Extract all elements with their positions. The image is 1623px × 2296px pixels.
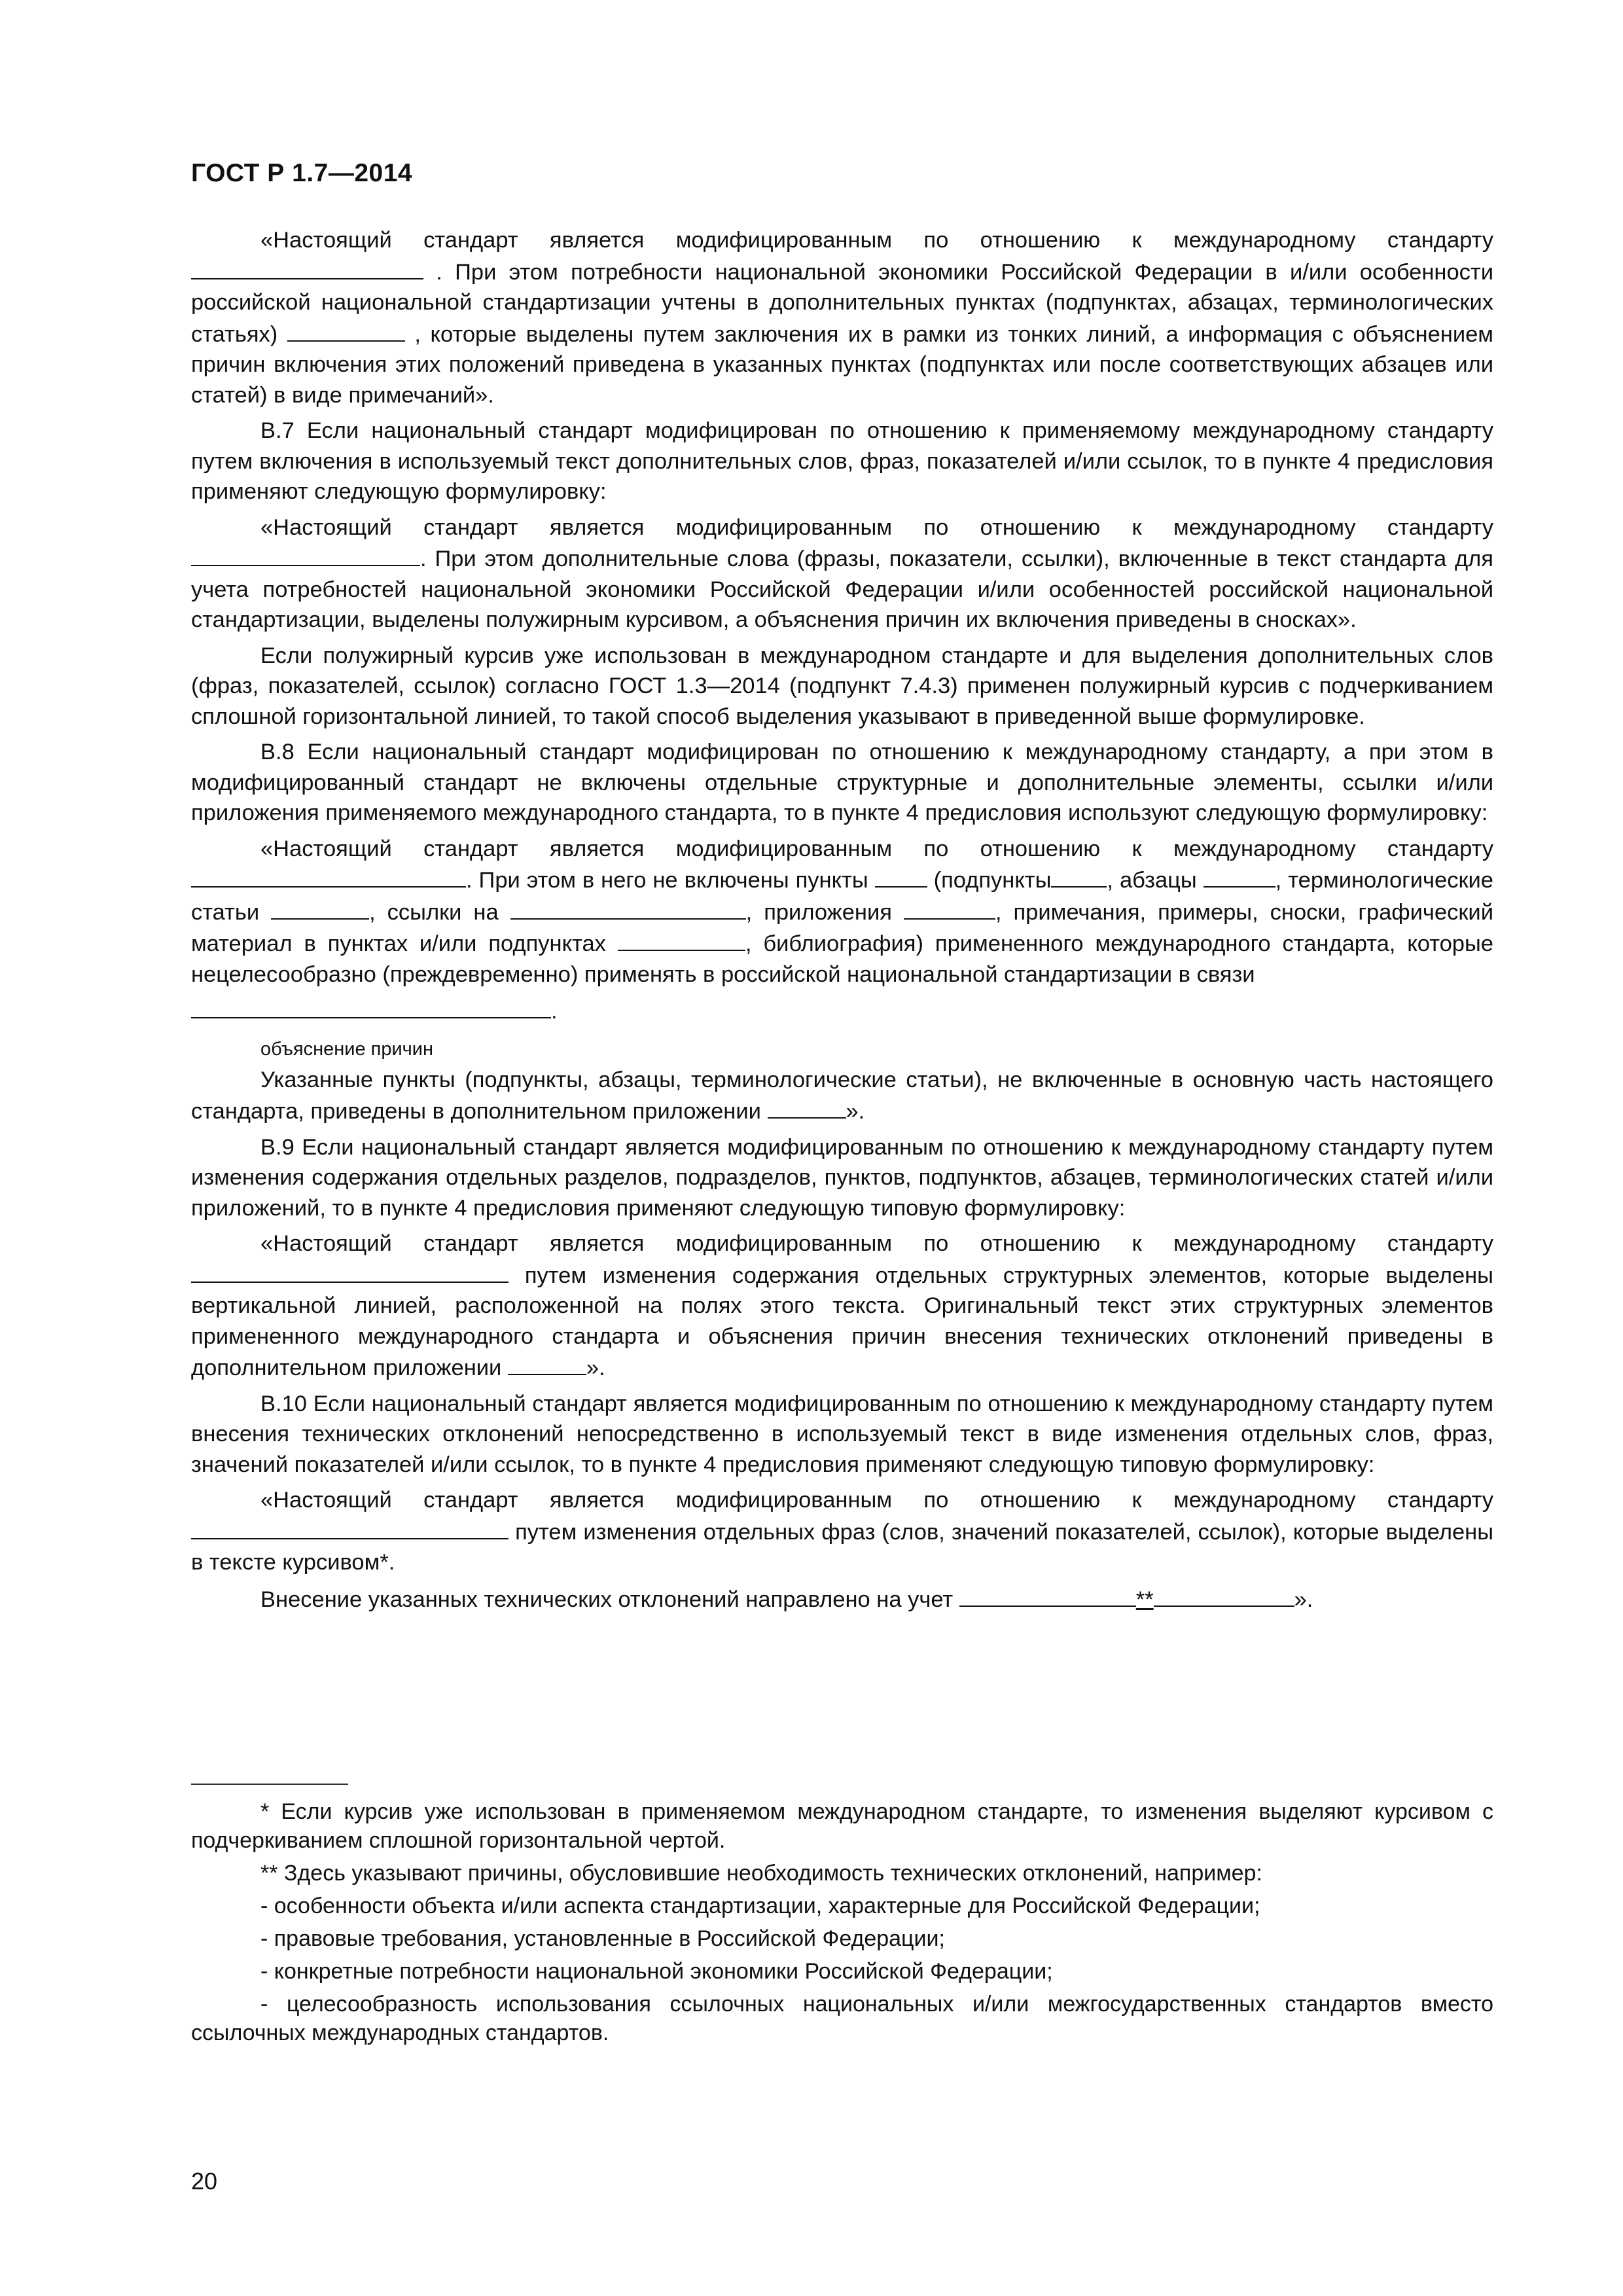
text-segment: , приложения <box>745 899 892 925</box>
text-segment: Внесение указанных технических отклонений направлено на учет <box>260 1587 954 1612</box>
text-segment: ». <box>1294 1587 1313 1612</box>
fill-blank <box>191 543 420 566</box>
text-segment: , которые выделены путем заключения их в рамки из тонких линий, а информация с объяснением причин включения этих положений приведена в указанных пунктах (подпунктах или после соответствующих абзацев или статей) в виде примечаний». <box>191 321 1493 408</box>
paragraph <box>191 834 1493 990</box>
blank-line <box>191 995 1493 1027</box>
fill-blank <box>1051 864 1107 888</box>
footnote: * Если курсив уже использован в применяемом международном стандарте, то изменения выделяют курсивом с подчеркиванием сплошной горизонтальной чертой. <box>191 1799 1493 1853</box>
paragraph <box>191 225 1493 410</box>
document-header: ГОСТ Р 1.7—2014 <box>191 159 413 187</box>
fill-blank <box>191 995 551 1018</box>
paragraph <box>191 512 1493 636</box>
footnote-separator <box>191 1784 348 1785</box>
text-segment: , примечания, примеры, сноски, графический материал в пунктах и/или подпунктах <box>191 899 1493 956</box>
fill-blank <box>508 1352 586 1375</box>
text-segment: , ссылки на <box>369 899 499 925</box>
clause-b8: В.8 Если национальный стандарт модифицирован по отношению к международному стандарту, а при этом в модифицированный стандарт не включены отдельные структурные и дополнительные элементы, ссылки и/или приложения применяемого международного стандарта, то в пункте 4 предисловия используют следующую формулировку: <box>191 740 1493 825</box>
paragraph <box>191 1065 1493 1127</box>
fill-blank <box>191 256 423 279</box>
fill-blank <box>875 864 927 888</box>
fill-blank <box>191 1259 508 1283</box>
footnote-list-item: - особенности объекта и/или аспекта стандартизации, характерные для Российской Федерации; <box>260 1893 1260 1918</box>
text-segment: (подпункты <box>933 868 1052 893</box>
paragraph <box>191 1485 1493 1578</box>
fill-blank <box>287 318 405 342</box>
text-segment: , терминологические статьи <box>191 868 1493 925</box>
text-segment: «Настоящий стандарт является модифицированным по отношению к международному стандарту <box>260 1488 1493 1513</box>
fill-blank <box>1204 864 1275 888</box>
text-segment: . При этом дополнительные слова (фразы, показатели, ссылки), включенные в текст стандарта для учета потребностей национальной экономики Российской Федерации и/или особенностей российской национальной стандартизации, выделены полужирным курсивом, а объяснения причин их включения приведены в сносках». <box>191 547 1493 632</box>
text-segment: Указанные пункты (подпункты, абзацы, терминологические статьи), не включенные в основную часть настоящего стандарта, приведены в дополнительном приложении <box>191 1067 1493 1124</box>
footnote-list-item: - конкретные потребности национальной экономики Российской Федерации; <box>260 1959 1053 1984</box>
text-segment: . При этом в него не включены пункты <box>466 868 868 893</box>
text-segment: путем изменения содержания отдельных структурных элементов, которые выделены вертикальной линией, расположенной на полях этого текста. Оригинальный текст этих структурных элементов примененного международного стандарта и объяснения причин внесения технических отклонений приведены в дополнительном приложении <box>191 1263 1493 1380</box>
footnote-list-item: - целесообразность использования ссылочных национальных и/или межгосударственных стандартов вместо ссылочных международных стандартов. <box>191 1992 1493 2045</box>
paragraph <box>191 1583 1493 1615</box>
clause-b10: В.10 Если национальный стандарт является модифицированным по отношению к международному стандарту путем внесения технических отклонений непосредственно в используемый текст в виде изменения отдельных слов, фраз, значений показателей и/или ссылок, то в пункте 4 предисловия применяют следующую типовую формулировку: <box>191 1391 1493 1477</box>
text-segment: путем изменения отдельных фраз (слов, значений показателей, ссылок), которые выделены в тексте курсивом*. <box>191 1519 1493 1575</box>
text-segment: , абзацы <box>1107 868 1197 893</box>
fill-blank <box>191 1516 508 1539</box>
fill-blank <box>768 1095 846 1119</box>
fill-blank <box>510 896 746 920</box>
text-segment: «Настоящий стандарт является модифицированным по отношению к международному стандарту <box>260 228 1493 253</box>
text-segment: ». <box>586 1355 605 1380</box>
footnotes <box>191 1797 1493 2051</box>
fill-blank <box>904 896 995 920</box>
fill-blank <box>618 927 745 951</box>
footnote: ** Здесь указывают причины, обусловившие необходимость технических отклонений, например: <box>260 1861 1262 1886</box>
fill-blank <box>1154 1583 1294 1607</box>
clause-b7: В.7 Если национальный стандарт модифицирован по отношению к применяемому международному стандарту путем включения в используемый текст дополнительных слов, фраз, показателей и/или ссылок, то в пункте 4 предисловия применяют следующую формулировку: <box>191 418 1493 504</box>
blank-caption: объяснение причин <box>260 1038 434 1060</box>
paragraph: Если полужирный курсив уже использован в международном стандарте и для выделения дополнительных слов (фраз, показателей, ссылок) согласно ГОСТ 1.3—2014 (подпункт 7.4.3) применен полужирный курсив с подчеркиванием сплошной горизонтальной линией, то такой способ выделения указывают в приведенной выше формулировке. <box>191 643 1493 729</box>
text-segment: «Настоящий стандарт является модифицированным по отношению к международному стандарту <box>260 836 1493 861</box>
text-segment: . При этом потребности национальной экономики Российской Федерации в и/или особенности российской национальной стандартизации учтены в дополнительных пунктах (подпунктах, абзацах, терминологических статьях) <box>191 259 1493 347</box>
paragraph <box>191 1229 1493 1384</box>
footnote-mark: ** <box>1135 1587 1154 1612</box>
page-number: 20 <box>191 2168 218 2195</box>
text-segment: , библиография) примененного международного стандарта, которые нецелесообразно (преждевременно) применять в российской национальной стандартизации в связи <box>191 931 1493 987</box>
text-segment: «Настоящий стандарт является модифицированным по отношению к международному стандарту <box>260 514 1493 540</box>
footnote-list-item: - правовые требования, установленные в Российской Федерации; <box>260 1926 945 1951</box>
text-segment: ». <box>846 1099 865 1124</box>
text-segment: «Настоящий стандарт является модифицированным по отношению к международному стандарту <box>260 1231 1493 1256</box>
text-segment: . <box>551 999 558 1024</box>
fill-blank <box>271 896 369 920</box>
fill-blank <box>959 1583 1136 1607</box>
fill-blank <box>191 864 466 888</box>
body-text <box>191 225 1493 1620</box>
clause-b9: В.9 Если национальный стандарт является модифицированным по отношению к международному стандарту путем изменения содержания отдельных разделов, подразделов, пунктов, подпунктов, абзацев, терминологических статей и/или приложений, то в пункте 4 предисловия применяют следующую типовую формулировку: <box>191 1134 1493 1221</box>
